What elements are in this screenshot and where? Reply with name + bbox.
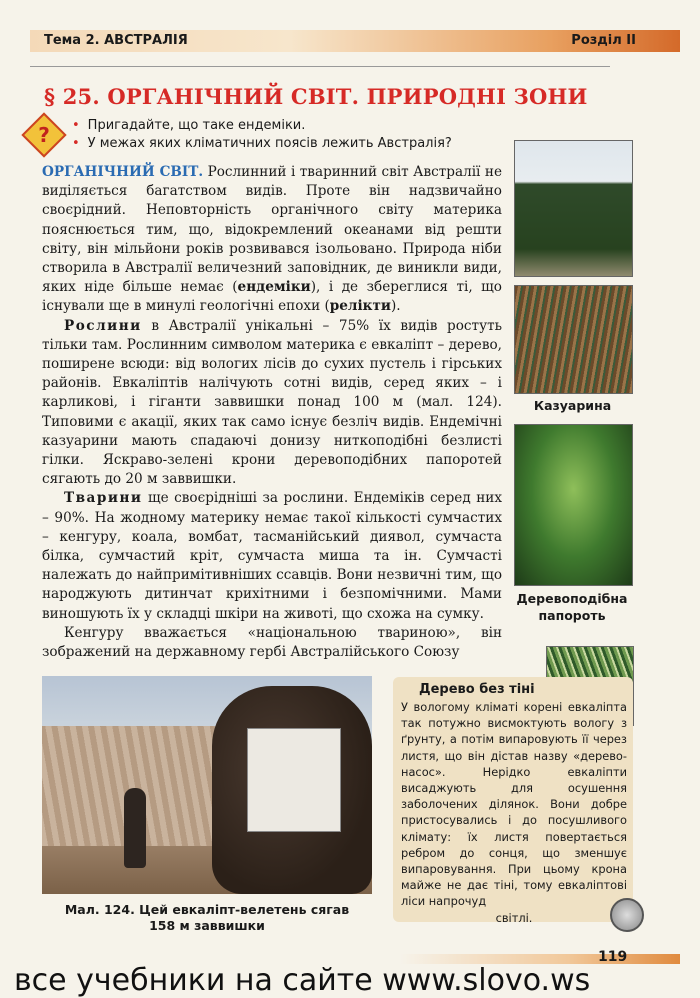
- fern-photo: [514, 424, 633, 586]
- paragraph-plants: [42, 317, 502, 490]
- fern-caption: [506, 590, 638, 624]
- main-text: [42, 163, 502, 662]
- person-figure: [124, 788, 146, 868]
- page-title: § 25. ОРГАНІЧНИЙ СВІТ. ПРИРОДНІ ЗОНИ: [44, 84, 588, 109]
- paragraph-text: ), і де збереглися ті, що існували ще в минулі геологічні епохи (: [42, 279, 502, 315]
- info-box-tail: світлі.: [495, 910, 533, 925]
- info-box-paragraph: У вологому кліматі корені евкаліпта так потужно висмоктують вологу з ґрунту, а потім випаровують її через листя, що він дістав назву «дерево-насос». Нерідко евкаліпти висаджують для осушення заболочених ділянок. Вони добре пристосувались і до посушливого клімату: їх листя повертається ребром до сонця, що зменшує випаровування. При цьому крона майже не дає тіні, тому евкаліптові ліси напрочуд: [401, 700, 627, 909]
- paragraph-organic-world: [42, 163, 502, 317]
- info-box: [393, 677, 633, 925]
- tree-photo: [514, 140, 633, 277]
- figure-caption-line: 158 м заввишки: [149, 918, 265, 933]
- compass-icon: [610, 898, 644, 932]
- header-rule: [30, 66, 610, 67]
- fern-caption-line: папороть: [538, 608, 606, 623]
- info-box-text: [401, 699, 627, 926]
- figure-caption-line: Мал. 124. Цей евкаліпт-велетень сягав: [64, 902, 350, 917]
- lead-term: Рослини: [64, 317, 142, 334]
- header-topic: Тема 2. АВСТРАЛІЯ: [44, 33, 188, 48]
- eucalyptus-photo: [42, 676, 372, 894]
- question-item: • У межах яких кліматичних поясів лежить Австралія?: [72, 136, 452, 151]
- fern-caption-line: Деревоподібна: [516, 591, 628, 606]
- question-icon: [21, 112, 66, 157]
- paragraph-text: в Австралії унікальні – 75% їх видів ростуть тільки там. Рослинним символом материка є евкаліпт – дерево, поширене всюди: від вологих лісів до сухих пустель і гірських районів. Евкаліптів налічують сотні видів, серед яких – і карликові, і гіганти заввишки понад 100 м (мал. 124). Типовими є акації, яких так само існує безліч видів. Ендемічні казуарини мають спадаючі донизу ниткоподібні безлисті гілки. Яскраво-зелені крони деревоподібних папоротей сягають до 20 м заввишки.: [42, 317, 502, 488]
- paragraph-kangaroo: Кенгуру вважається «національною твариною», він зображений на державному гербі Австралійського Союзу: [42, 624, 502, 661]
- footer-text: все учебники на сайте www.slovo.ws: [14, 963, 591, 998]
- paragraph-text: Рослинний і тваринний світ Австралії не виділяється багатством видів. Проте він надзвичайно своєрідний. Неповторність органічного світу материка пояснюється тим, що, відокремлений океанами від решти світу, він мільйони років розвивався ізольовано. Природа ніби створила в Австралії величезний заповідник, де виникли види, яких ніде більше немає (: [42, 164, 502, 296]
- casuarina-caption: Казуарина: [533, 398, 612, 413]
- term-relicts: релікти: [329, 298, 391, 315]
- plaque-shape: [247, 728, 341, 832]
- page-number: 119: [598, 949, 628, 965]
- term-endemics: ендеміки: [237, 279, 311, 296]
- info-box-title: Дерево без тіні: [419, 682, 535, 697]
- casuarina-photo: [514, 285, 633, 394]
- question-list: [72, 118, 452, 154]
- header-section: Розділ II: [571, 33, 636, 48]
- paragraph-animals: [42, 489, 502, 623]
- lead-term: ОРГАНІЧНИЙ СВІТ.: [42, 164, 204, 180]
- paragraph-text: ще своєрідніші за рослини. Ендеміків серед них – 90%. На жодному материку немає такої кількості сумчастих – кенгуру, коала, вомбат, тасманійський диявол, сумчаста білка, сумчастий кріт, сумчаста миша та ін. Сумчасті належать до найпримітивніших ссавців. Вони незвичні тим, що народжують дитинчат крихітними і безпомічними. Мами виношують їх у складці шкіри на животі, що схожа на сумку.: [42, 490, 502, 622]
- lead-term: Тварини: [64, 490, 143, 507]
- question-item: • Пригадайте, що таке ендеміки.: [72, 118, 452, 133]
- figure-caption: [42, 902, 372, 934]
- paragraph-text: ).: [391, 298, 401, 315]
- header-bar: [30, 30, 680, 52]
- question-glyph: ?: [38, 123, 50, 147]
